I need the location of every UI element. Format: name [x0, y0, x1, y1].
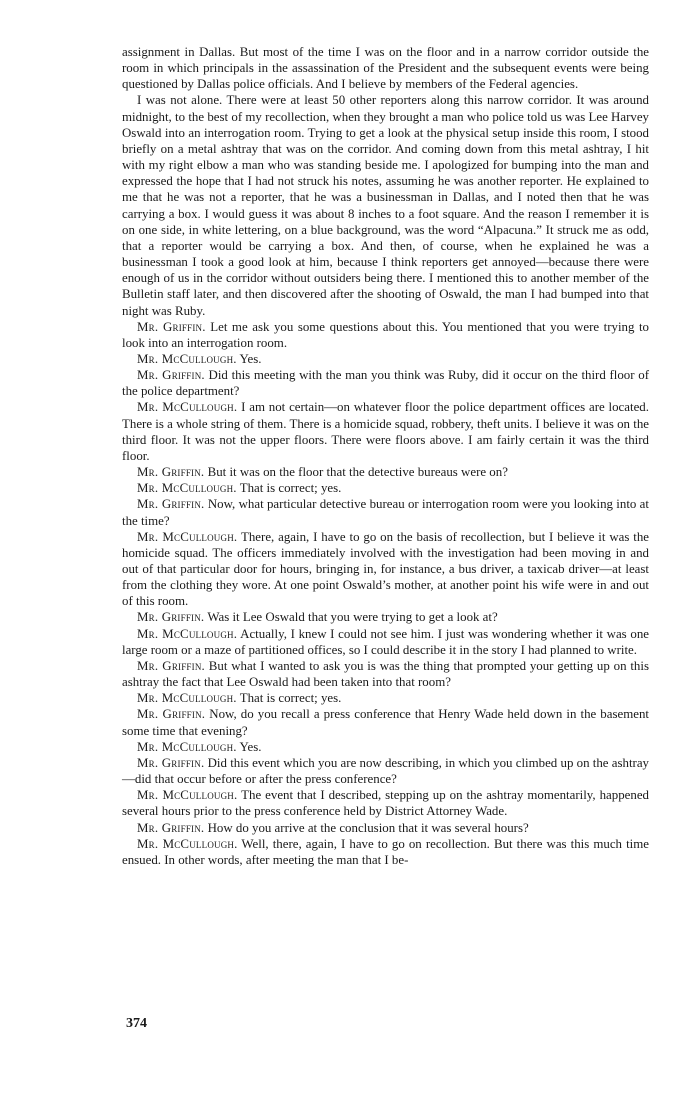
speaker-name: Mr. McCullough.	[137, 836, 238, 851]
testimony-paragraph	[122, 399, 649, 464]
speaker-name: Mr. McCullough.	[137, 739, 237, 754]
speaker-name: Mr. Griffin.	[137, 497, 205, 512]
paragraph-text: Did this event which you are now describing, in which you climbed up on the ashtray—did that occur before or after the press conference?	[122, 755, 649, 787]
speaker-name: Mr. Griffin.	[137, 319, 206, 334]
testimony-paragraph	[122, 658, 649, 690]
paragraph-text: Was it Lee Oswald that you were trying to get a look at?	[207, 610, 498, 625]
paragraph-text: Yes.	[239, 739, 262, 754]
testimony-paragraph	[122, 480, 649, 496]
speaker-name: Mr. McCullough.	[137, 481, 237, 496]
paragraph-text: Now, do you recall a press conference that Henry Wade held down in the basement some time that evening?	[122, 707, 649, 738]
speaker-name: Mr. Griffin.	[137, 465, 205, 480]
paragraph-text: There, again, I have to go on the basis of recollection, but I believe it was the homicide squad. The officers immediately involved with the investigation had been moving in and out of that particular door for hours, bringing in, for instance, a bus driver, a taxicab driver—at least from the clothing they wore. At one point Oswald’s mother, at another point his wife were in and out of this room.	[122, 529, 649, 609]
page-number: 374	[126, 1016, 147, 1031]
paragraph-text: Yes.	[239, 351, 262, 366]
paragraph-text: Well, there, again, I have to go on recollection. But there was this much time ensued. In other words, after meeting the man that I be-	[122, 836, 649, 867]
paragraph-text: I am not certain—on whatever floor the police department offices are located. There is a whole string of them. There is a homicide squad, robbery, theft units. I believe it was on the third floor. It was not the upper floors. There were floors above. I am fairly certain it was the third floor.	[122, 400, 649, 463]
testimony-paragraph	[122, 755, 649, 787]
testimony-paragraph	[122, 609, 649, 625]
transcript-body	[122, 44, 649, 868]
testimony-paragraph	[122, 690, 649, 706]
speaker-name: Mr. McCullough.	[137, 691, 237, 706]
speaker-name: Mr. Griffin.	[137, 658, 205, 673]
paragraph-text: Actually, I knew I could not see him. I just was wondering whether it was one large room or a maze of partitioned offices, so I could describe it in the story I had planned to write.	[122, 626, 649, 657]
narrative-paragraph	[122, 92, 649, 318]
testimony-paragraph	[122, 319, 649, 351]
paragraph-text: Now, what particular detective bureau or interrogation room were you looking into at the time?	[122, 497, 649, 528]
paragraph-text: Let me ask you some questions about this. You mentioned that you were trying to look into an interrogation room.	[122, 319, 649, 350]
testimony-paragraph	[122, 836, 649, 868]
testimony-paragraph	[122, 626, 649, 658]
paragraph-text: That is correct; yes.	[239, 481, 342, 496]
narrative-paragraph	[122, 44, 649, 92]
testimony-paragraph	[122, 820, 649, 836]
speaker-name: Mr. Griffin.	[137, 820, 205, 835]
testimony-paragraph	[122, 351, 649, 367]
testimony-paragraph	[122, 496, 649, 528]
testimony-paragraph	[122, 706, 649, 738]
speaker-name: Mr. Griffin.	[137, 610, 205, 625]
speaker-name: Mr. Griffin.	[137, 755, 205, 770]
paragraph-text: The event that I described, stepping up on the ashtray momentarily, happened several hours prior to the press conference held by District Attorney Wade.	[122, 788, 649, 819]
paragraph-text: But what I wanted to ask you is was the thing that prompted your getting up on this ashtray the fact that Lee Oswald had been taken into that room?	[122, 658, 649, 690]
testimony-paragraph	[122, 367, 649, 399]
paragraph-text: assignment in Dallas. But most of the time I was on the floor and in a narrow corridor outside the room in which principals in the assassination of the President and the subsequent events were being questioned by Dallas police officials. And I believe by members of the Federal agencies.	[122, 45, 649, 92]
speaker-name: Mr. McCullough.	[137, 351, 237, 366]
paragraph-text: I was not alone. There were at least 50 other reporters along this narrow corridor. It was around midnight, to the best of my recollection, when they brought a man who police told us was Lee Harvey Oswald into an interrogation room. Trying to get a look at the physical setup inside this room, I stood briefly on a metal ashtray that was on the corridor. And coming down from this metal ashtray, I hit with my right elbow a man who was standing beside me. I apologized for bumping into the man and expressed the hope that I had not struck his notes, assuming he was another reporter. He explained to me that he was not a reporter, that he was a businessman in Dallas, and I noted then that he was carrying a box. I would guess it was about 8 inches to a foot square. And the reason I remember it is on one side, in white lettering, on a blue background, was the word “Alpacuna.” It struck me as odd, that a reporter would be carrying a box. And then, of course, when he explained he was a businessman I took a good look at him, because I think reporters get annoyed—because there were enough of us in the corridor without outsiders being there. I mentioned this to another member of the Bulletin staff later, and then discovered after the shooting of Oswald, the man I had bumped into that night was Ruby.	[122, 93, 649, 318]
speaker-name: Mr. Griffin.	[137, 707, 206, 722]
speaker-name: Mr. Griffin.	[137, 368, 205, 383]
speaker-name: Mr. McCullough.	[137, 529, 238, 544]
speaker-name: Mr. McCullough.	[137, 400, 238, 415]
testimony-paragraph	[122, 529, 649, 610]
testimony-paragraph	[122, 739, 649, 755]
speaker-name: Mr. McCullough.	[137, 788, 238, 803]
testimony-paragraph	[122, 464, 649, 480]
paragraph-text: Did this meeting with the man you think was Ruby, did it occur on the third floor of the police department?	[122, 368, 649, 399]
testimony-paragraph	[122, 787, 649, 819]
paragraph-text: That is correct; yes.	[239, 691, 342, 706]
speaker-name: Mr. McCullough.	[137, 626, 238, 641]
paragraph-text: How do you arrive at the conclusion that it was several hours?	[207, 820, 529, 835]
paragraph-text: But it was on the floor that the detective bureaus were on?	[207, 465, 508, 480]
